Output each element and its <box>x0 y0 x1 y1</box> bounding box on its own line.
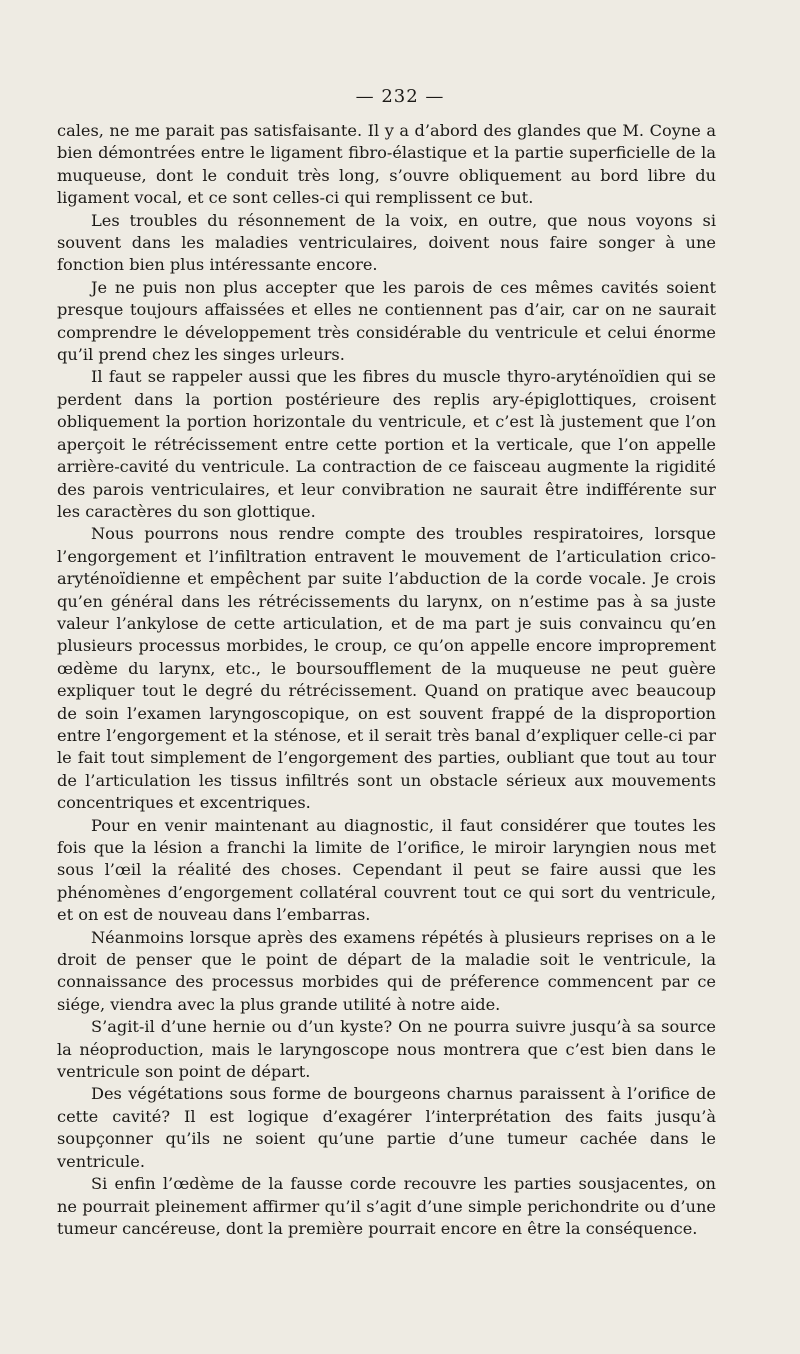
paragraph-8: S’agit-il d’une hernie ou d’un kyste? On ne pourra suivre jusqu’à sa source la néoproduction, mais le laryngoscope nous montrera que c’est bien dans le ventricule son point de départ. <box>57 1017 716 1082</box>
paragraph-2: Les troubles du résonnement de la voix, en outre, que nous voyons si souvent dans les maladies ventriculaires, doivent nous faire songer à une fonction bien plus intéressante encore. <box>57 210 716 275</box>
paragraph-1: cales, ne me parait pas satisfaisante. Il y a d’abord des glandes que M. Coyne a bien démontrées entre le ligament fibro-élastique et la partie superficielle de la muqueuse, dont le conduit très long, s’ouvre obliquement au bord libre du ligament vocal, et ce sont celles-ci qui remplissent ce but. <box>57 121 716 208</box>
paragraph-5: Nous pourrons nous rendre compte des troubles respiratoires, lorsque l’engorgement et l’infiltration entravent le mouvement de l’articulation crico-aryténoïdienne et empêchent par suite l’abduction de la corde vocale. Je crois qu’en général dans les rétrécissements du larynx, on n’estime pas à sa juste valeur l’ankylose de cette articulation, et de ma part je suis convaincu qu’en plusieurs processus morbides, le croup, ce qu’on appelle encore improprement œdème du larynx, etc., le boursoufflement de la muqueuse ne peut guère expliquer tout le degré du rétrécissement. Quand on pratique avec beaucoup de soin l’examen laryngoscopique, on est souvent frappé de la disproportion entre l’engorgement et la sténose, et il serait très banal d’expliquer celle-ci par le fait tout simplement de l’engorgement des parties, oubliant que tout au tour de l’articulation les tissus infiltrés sont un obstacle sérieux aux mouvements concentriques et excentriques. <box>57 524 716 813</box>
paragraph-7: Néanmoins lorsque après des examens répétés à plusieurs reprises on a le droit de penser que le point de départ de la maladie soit le ventricule, la connaissance des processus morbides qui de préference commencent par ce siége, viendra avec la plus grande utilité à notre aide. <box>57 927 716 1014</box>
paragraph-6: Pour en venir maintenant au diagnostic, il faut considérer que toutes les fois que la lésion a franchi la limite de l’orifice, le miroir laryngien nous met sous l’œil la réalité des choses. Cependant il peut se faire aussi que les phénomènes d’engorgement collatéral couvrent tout ce qui sort du ventricule, et on est de nouveau dans l’embarras. <box>57 815 716 925</box>
body-text <box>57 120 716 1240</box>
paragraph-9: Des végétations sous forme de bourgeons charnus paraissent à l’orifice de cette cavité? Il est logique d’exagérer l’interprétation des faits jusqu’à soupçonner qu’ils ne soient qu’une partie d’une tumeur cachée dans le ventricule. <box>57 1084 716 1171</box>
page-number: — 232 — <box>355 86 445 107</box>
paragraph-4: Il faut se rappeler aussi que les fibres du muscle thyro-aryténoïdien qui se perdent dans la portion postérieure des replis ary-épiglottiques, croisent obliquement la portion horizontale du ventricule, et c’est là justement que l’on aperçoit le rétrécissement entre cette portion et la verticale, que l’on appelle arrière-cavité du ventricule. La contraction de ce faisceau augmente la rigidité des parois ventriculaires, et leur convibration ne saurait être indifférente sur les caractères du son glottique. <box>57 367 716 521</box>
paragraph-3: Je ne puis non plus accepter que les parois de ces mêmes cavités soient presque toujours affaissées et elles ne contiennent pas d’air, car on ne saurait comprendre le développement très considérable du ventricule et celui énorme qu’il prend chez les singes urleurs. <box>57 277 716 365</box>
paragraph-10: Si enfin l’œdème de la fausse corde recouvre les parties sousjacentes, on ne pourrait pleinement affirmer qu’il s’agit d’une simple perichondrite ou d’une tumeur cancéreuse, dont la première pourrait encore en être la conséquence. <box>57 1174 716 1238</box>
